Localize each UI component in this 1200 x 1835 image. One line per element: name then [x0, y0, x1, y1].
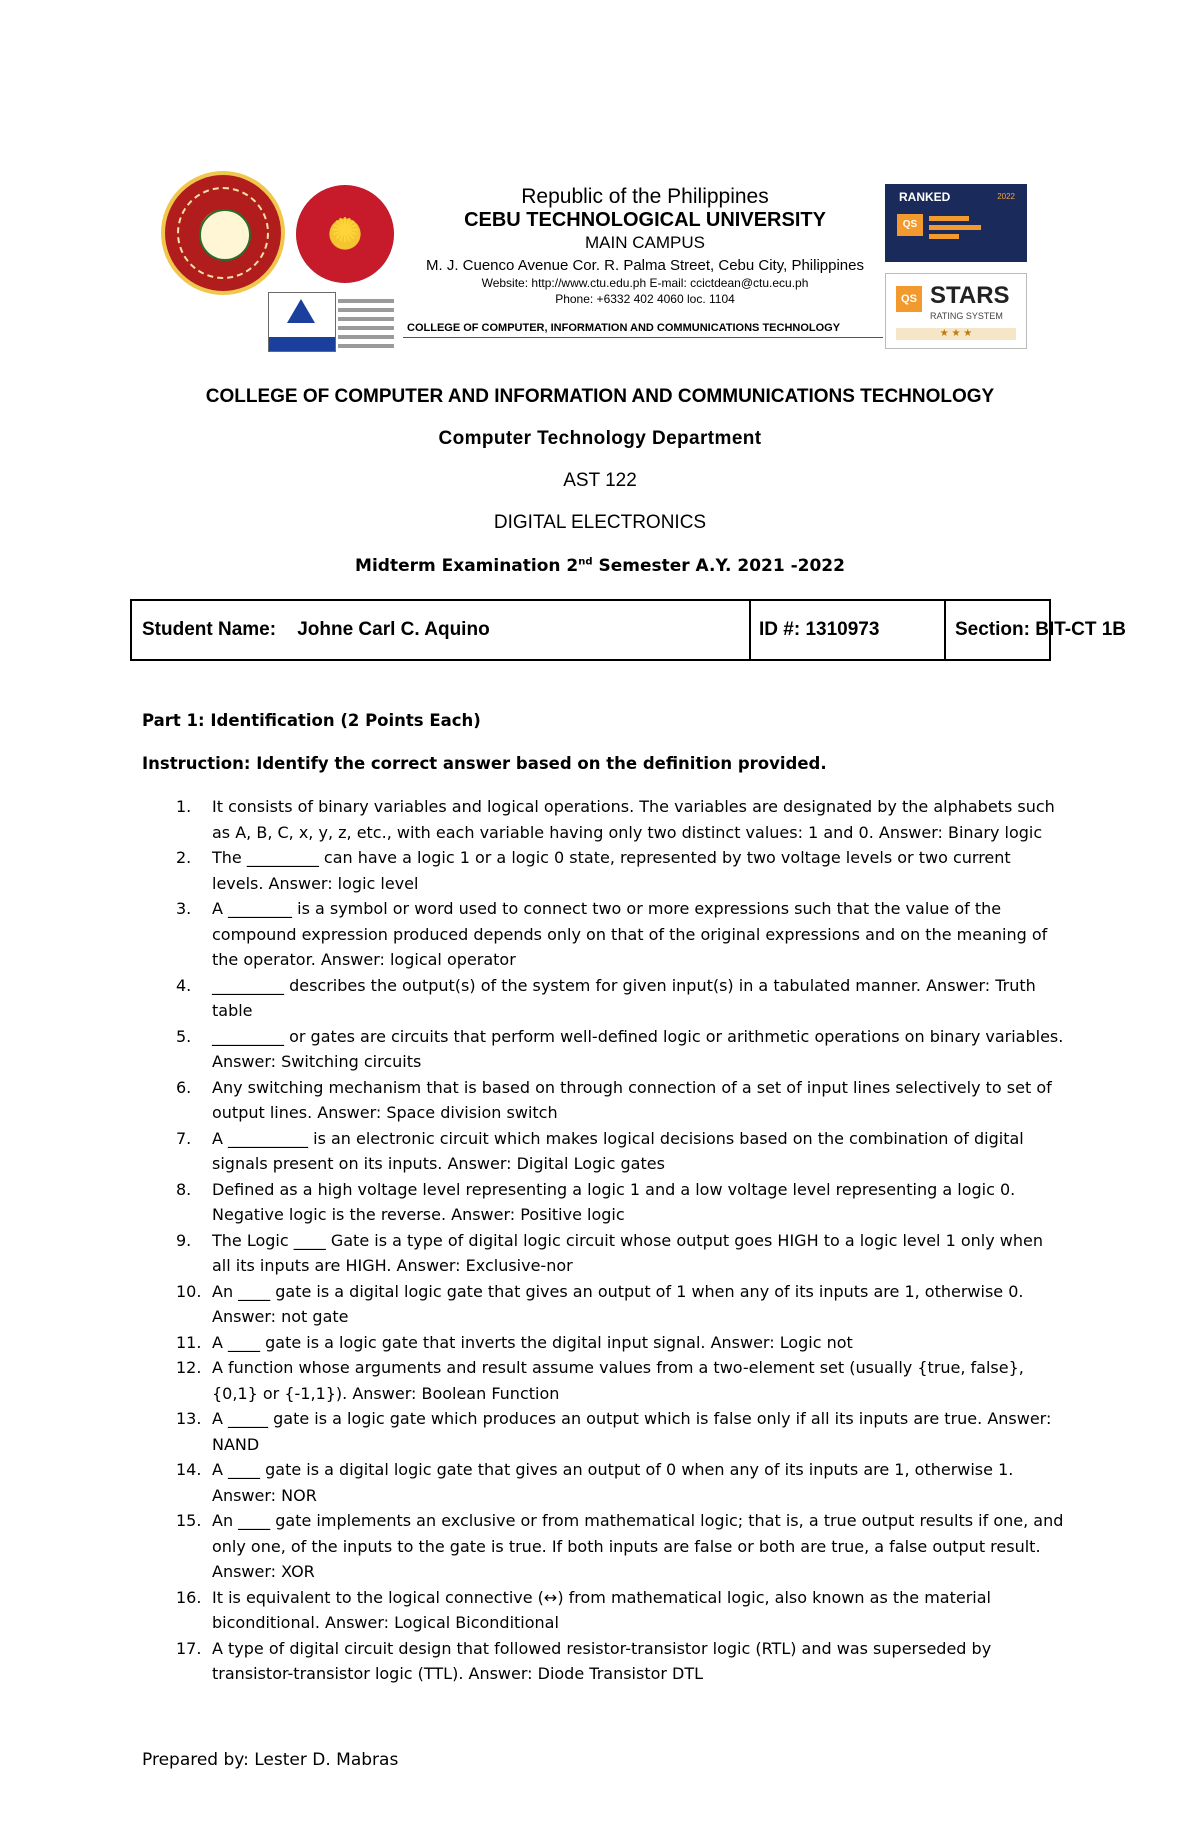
list-item: 16. It is equivalent to the logical connective (↔) from mathematical logic, also known as the material biconditional. Answer: Logical Biconditional	[176, 1587, 991, 1632]
exam-title: Midterm Examination 2nd Semester A.Y. 2021 -2022	[355, 556, 845, 576]
list-item: 14. A ____ gate is a digital logic gate that gives an output of 0 when any of its inputs are 1, otherwise 1. Answer: NOR	[176, 1460, 1014, 1505]
stars-rating-icon: ★ ★ ★	[896, 328, 1016, 340]
asean-logo	[296, 185, 394, 283]
list-item: 4. _________ describes the output(s) of the system for given input(s) in a tabulated manner. Answer: Truth table	[176, 975, 1036, 1020]
list-item: 5. _________ or gates are circuits that perform well-defined logic or arithmetic operations on binary variables. Answer: Switching circuits	[176, 1026, 1064, 1071]
letterhead-university: CEBU TECHNOLOGICAL UNIVERSITY	[464, 209, 826, 231]
part-heading: Part 1: Identification (2 Points Each)	[142, 711, 481, 730]
qs-ranked-badge	[885, 184, 1027, 262]
letterhead-address: M. J. Cuenco Avenue Cor. R. Palma Street, Cebu City, Philippines	[426, 257, 864, 274]
student-name-cell	[142, 601, 749, 659]
section-value: BIT-CT 1B	[1035, 619, 1127, 640]
student-name-label: Student Name:	[142, 619, 277, 640]
list-item: 12. A function whose arguments and result assume values from a two-element set (usually {true, false}, {0,1} or {-1,1}). Answer: Boolean Function	[176, 1358, 1024, 1403]
list-item: 2. The _________ can have a logic 1 or a logic 0 state, represented by two voltage levels or two current levels. Answer: logic level	[176, 848, 1011, 893]
list-item: 8. Defined as a high voltage level representing a logic 1 and a low voltage level representing a logic 0. Negative logic is the reverse. Answer: Positive logic	[176, 1179, 1016, 1224]
question-list	[176, 794, 1064, 1687]
list-item: 11. A ____ gate is a logic gate that inverts the digital input signal. Answer: Logic not	[176, 1332, 853, 1352]
list-item: 17. A type of digital circuit design that followed resistor-transistor logic (RTL) and was superseded by transistor-transistor logic (TTL). Answer: Diode Transistor DTL	[176, 1638, 992, 1683]
section-cell	[955, 601, 1127, 659]
course-name: DIGITAL ELECTRONICS	[493, 512, 707, 533]
student-id-value: 1310973	[805, 619, 880, 640]
list-item: 13. A _____ gate is a logic gate which produces an output which is false only if all its inputs are true. Answer: NAND	[176, 1409, 1052, 1454]
tuv-certification-logo	[268, 292, 336, 352]
student-id-label: ID #:	[759, 619, 801, 640]
college-title: COLLEGE OF COMPUTER AND INFORMATION AND COMMUNICATIONS TECHNOLOGY	[205, 386, 995, 407]
list-item: 3. A ________ is a symbol or word used to connect two or more expressions such that the value of the compound expression produced depends only on that of the original expressions and on the meaning of the operator. Answer: logical operator	[176, 899, 1048, 969]
ctu-seal-logo	[161, 171, 285, 295]
list-item: 7. A __________ is an electronic circuit which makes logical decisions based on the combination of digital signals present on its inputs. Answer: Digital Logic gates	[176, 1128, 1024, 1173]
course-code: AST 122	[563, 470, 637, 491]
letterhead-rule	[403, 337, 883, 338]
asean-emblem-icon: ✺	[330, 211, 360, 251]
list-item: 1. It consists of binary variables and logical operations. The variables are designated by the alphabets such as A, B, C, x, y, z, etc., with each variable having only two distinct values: 1 and 0. Answer: Binary logic	[176, 797, 1055, 842]
letterhead-campus: MAIN CAMPUS	[585, 233, 705, 252]
section-label: Section:	[955, 619, 1030, 640]
department-title: Computer Technology Department	[438, 428, 762, 449]
qs-logo-icon: QS	[897, 214, 923, 236]
student-name-value: Johne Carl C. Aquino	[297, 619, 490, 640]
letterhead-phone: Phone: +6332 402 4060 loc. 1104	[555, 292, 735, 306]
qs-stars-logo-icon: QS	[896, 286, 922, 312]
ranked-label: RANKED	[899, 190, 951, 204]
letterhead-website: Website: http://www.ctu.edu.ph E-mail: ccictdean@ctu.ecu.ph	[481, 276, 809, 290]
stars-subtitle: RATING SYSTEM	[930, 311, 1003, 321]
student-id-cell	[759, 601, 949, 659]
ranked-year: 2022	[997, 192, 1015, 201]
tuv-certification-text	[338, 294, 394, 350]
list-item: 10. An ____ gate is a digital logic gate that gives an output of 1 when any of its inputs are 1, otherwise 0. Answer: not gate	[176, 1281, 1024, 1326]
student-info-table	[130, 599, 1127, 661]
letterhead-college: COLLEGE OF COMPUTER, INFORMATION AND COMMUNICATIONS TECHNOLOGY	[407, 322, 841, 334]
stars-title: STARS	[930, 282, 1010, 309]
list-item: 6. Any switching mechanism that is based on through connection of a set of input lines selectively to set of output lines. Answer: Space division switch	[176, 1077, 1052, 1122]
prepared-by-footer: Prepared by: Lester D. Mabras	[142, 1750, 399, 1770]
list-item: 15. An ____ gate implements an exclusive or from mathematical logic; that is, a true output results if one, and only one, of the inputs to the gate is true. If both inputs are false or both are true, a false output result. Answer: XOR	[176, 1511, 1064, 1581]
list-item: 9. The Logic ____ Gate is a type of digital logic circuit whose output goes HIGH to a logic level 1 only when all its inputs are HIGH. Answer: Exclusive-nor	[176, 1230, 1043, 1275]
instruction-text: Instruction: Identify the correct answer based on the definition provided.	[142, 754, 827, 773]
qs-stars-badge	[885, 273, 1027, 349]
letterhead-republic: Republic of the Philippines	[521, 185, 769, 208]
